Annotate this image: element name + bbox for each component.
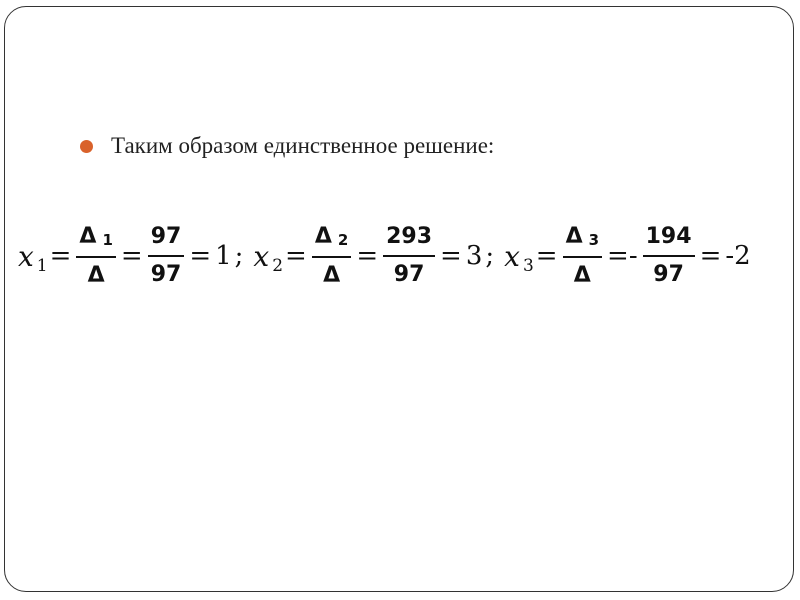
x2-delta-fraction [312, 223, 351, 290]
x2-variable: x [253, 239, 270, 273]
delta-symbol: Δ [79, 223, 97, 249]
x3-value-fraction [643, 223, 695, 289]
x1-equals: = [49, 241, 72, 271]
x1-equals-3: = [189, 241, 212, 271]
delta-index: 1 [102, 230, 113, 249]
x2-delta-numerator [312, 223, 351, 256]
x2-value-denominator: 97 [393, 262, 425, 287]
x1-delta-numerator [76, 223, 115, 256]
x3-equals-3: = [699, 241, 722, 271]
x2-equals-2: = [356, 241, 379, 271]
delta-symbol: Δ [314, 223, 332, 249]
x2-value-numerator: 293 [386, 224, 433, 249]
x2-separator: ; [485, 241, 495, 271]
x1-variable: x [18, 239, 34, 273]
x3-delta-fraction [563, 223, 602, 290]
x3-index: 3 [522, 256, 534, 276]
x1-equals-2: = [120, 241, 143, 271]
x3-value-numerator: 194 [645, 224, 692, 249]
x1-result: 1 [215, 241, 232, 271]
x3-value-denominator: 97 [653, 262, 684, 287]
x1-value-numerator: 97 [150, 224, 182, 249]
bullet-dot-icon [80, 140, 93, 153]
x2-result: 3 [465, 241, 483, 271]
x1-separator: ; [234, 241, 244, 271]
x1-delta-fraction [76, 223, 115, 290]
delta-symbol: Δ [565, 223, 583, 249]
x1-delta-denominator: Δ [87, 262, 105, 288]
x1-value-fraction [148, 223, 185, 289]
x2-index: 2 [272, 256, 284, 276]
x2-value-fraction [383, 223, 435, 289]
x3-equals: = [535, 241, 558, 271]
x3-delta-denominator: Δ [573, 262, 591, 288]
delta-index: 2 [337, 230, 349, 249]
x2-equals: = [285, 241, 307, 271]
delta-index: 3 [588, 230, 600, 249]
x3-equals-2: =- [607, 241, 638, 271]
x1-index: 1 [36, 256, 48, 276]
bullet-text: Таким образом единственное решение: [111, 133, 495, 158]
solution-formula [18, 206, 778, 306]
x3-delta-numerator [563, 223, 602, 256]
x1-value-denominator: 97 [150, 262, 182, 287]
x2-delta-denominator: Δ [323, 262, 341, 288]
x3-variable: x [504, 239, 520, 273]
bullet-item [80, 132, 494, 160]
x3-result: -2 [725, 241, 751, 271]
x2-equals-3: = [440, 241, 462, 271]
